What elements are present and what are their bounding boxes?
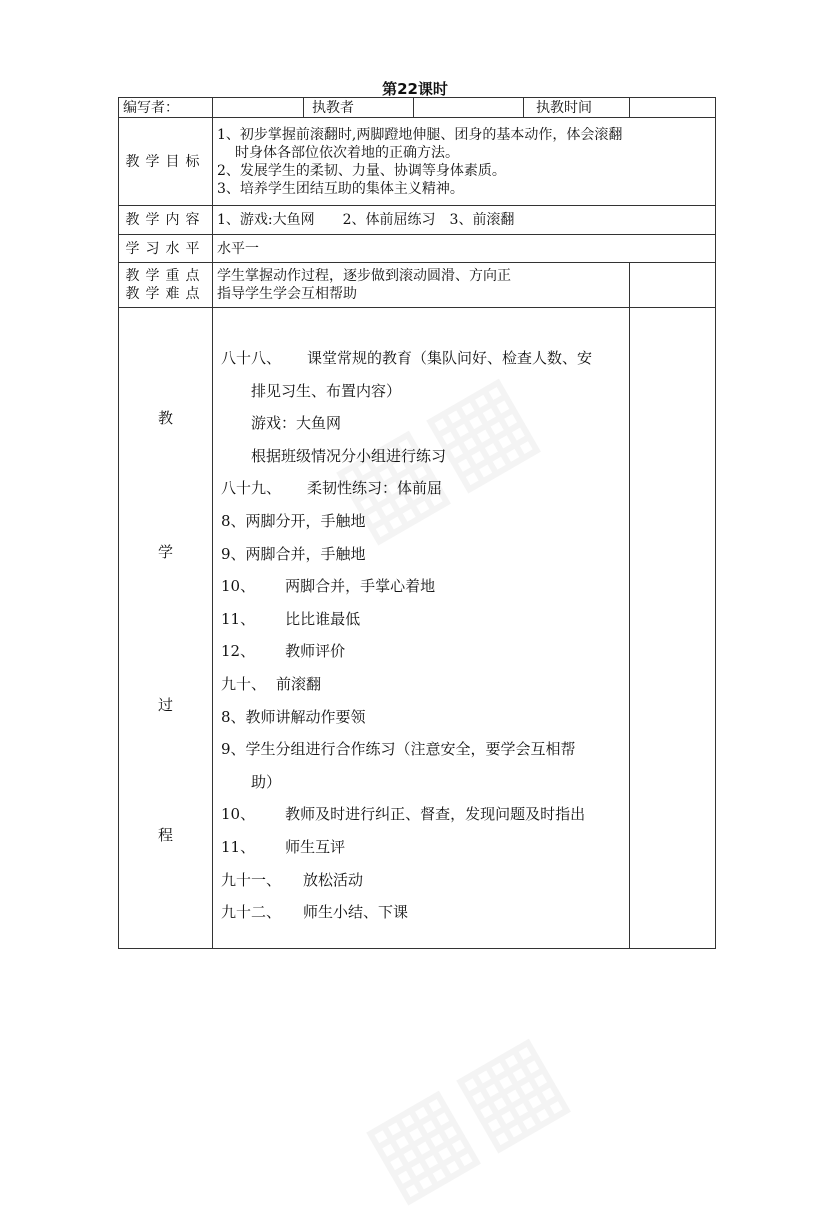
level-text: 水平一 (213, 235, 716, 263)
keypoint-label: 教学重点 (125, 268, 206, 284)
process-char: 学 (157, 543, 173, 561)
step-item: 12、 教师评价 (221, 642, 346, 661)
goals-row (119, 118, 716, 206)
keypoints-side-cell (630, 263, 716, 308)
step-item: 九十二、 师生小结、下课 (221, 903, 409, 922)
difficulty-label: 教学难点 (125, 286, 206, 302)
process-side-cell (630, 308, 716, 949)
teacher-label: 执教者 (304, 98, 414, 118)
keypoints-labels (119, 263, 213, 308)
author-label: 编写者： (119, 98, 213, 118)
goal-item: 时身体各部位依次着地的正确方法。 (235, 144, 459, 161)
keypoints-texts (213, 263, 630, 308)
difficulty-text: 指导学生学会互相帮助 (217, 286, 357, 302)
goal-item: 2、发展学生的柔韧、力量、协调等身体素质。 (217, 162, 506, 179)
watermark (342, 1007, 586, 1221)
keypoint-text: 学生掌握动作过程，逐步做到滚动圆滑、方向正 (217, 268, 511, 284)
step-item: 排见习生、布置内容） (251, 381, 402, 400)
step-item: 根据班级情况分小组进行练习 (251, 446, 447, 465)
step-item: 九十、 前滚翻 (221, 674, 322, 693)
step-item: 10、 两脚合并，手掌心着地 (221, 577, 436, 596)
header-row (119, 98, 716, 118)
step-item: 8、教师讲解动作要领 (221, 707, 366, 726)
process-char: 教 (157, 409, 173, 427)
step-item: 八十八、 课堂常规的教育（集队问好、检查人数、安 (221, 349, 593, 367)
process-label (119, 308, 213, 949)
goal-item: 3、培养学生团结互助的集体主义精神。 (217, 180, 464, 197)
process-steps (213, 308, 630, 949)
time-label: 执教时间 (524, 98, 630, 118)
goals-text (213, 118, 716, 206)
level-row (119, 235, 716, 263)
author-value (213, 98, 304, 118)
time-value (630, 98, 716, 118)
level-label: 学习水平 (119, 235, 213, 263)
step-item: 9、两脚合并，手触地 (221, 544, 366, 563)
step-item: 九十一、 放松活动 (221, 870, 364, 889)
goals-label: 教学目标 (119, 118, 213, 206)
step-item: 助） (251, 772, 282, 791)
page-title: 第22课时 (382, 80, 448, 98)
keypoints-row (119, 263, 716, 308)
lesson-plan-table (118, 97, 716, 949)
goal-item: 1、初步掌握前滚翻时,两脚蹬地伸腿、团身的基本动作，体会滚翻 (217, 126, 623, 143)
process-char: 程 (157, 826, 173, 844)
process-char: 过 (157, 696, 173, 714)
step-item: 11、 比比谁最低 (221, 609, 361, 628)
content-row (119, 206, 716, 235)
content-text: 1、游戏:大鱼网 2、体前屈练习 3、前滚翻 (213, 206, 716, 235)
content-label: 教学内容 (119, 206, 213, 235)
step-item: 8、两脚分开，手触地 (221, 511, 366, 530)
process-row (119, 308, 716, 949)
step-item: 八十九、 柔韧性练习：体前屈 (221, 479, 443, 498)
step-item: 11、 师生互评 (221, 837, 346, 856)
step-item: 游戏：大鱼网 (251, 414, 342, 433)
step-item: 10、 教师及时进行纠正、督查，发现问题及时指出 (221, 805, 586, 824)
step-item: 9、学生分组进行合作练习（注意安全，要学会互相帮 (221, 740, 576, 759)
teacher-value (414, 98, 524, 118)
